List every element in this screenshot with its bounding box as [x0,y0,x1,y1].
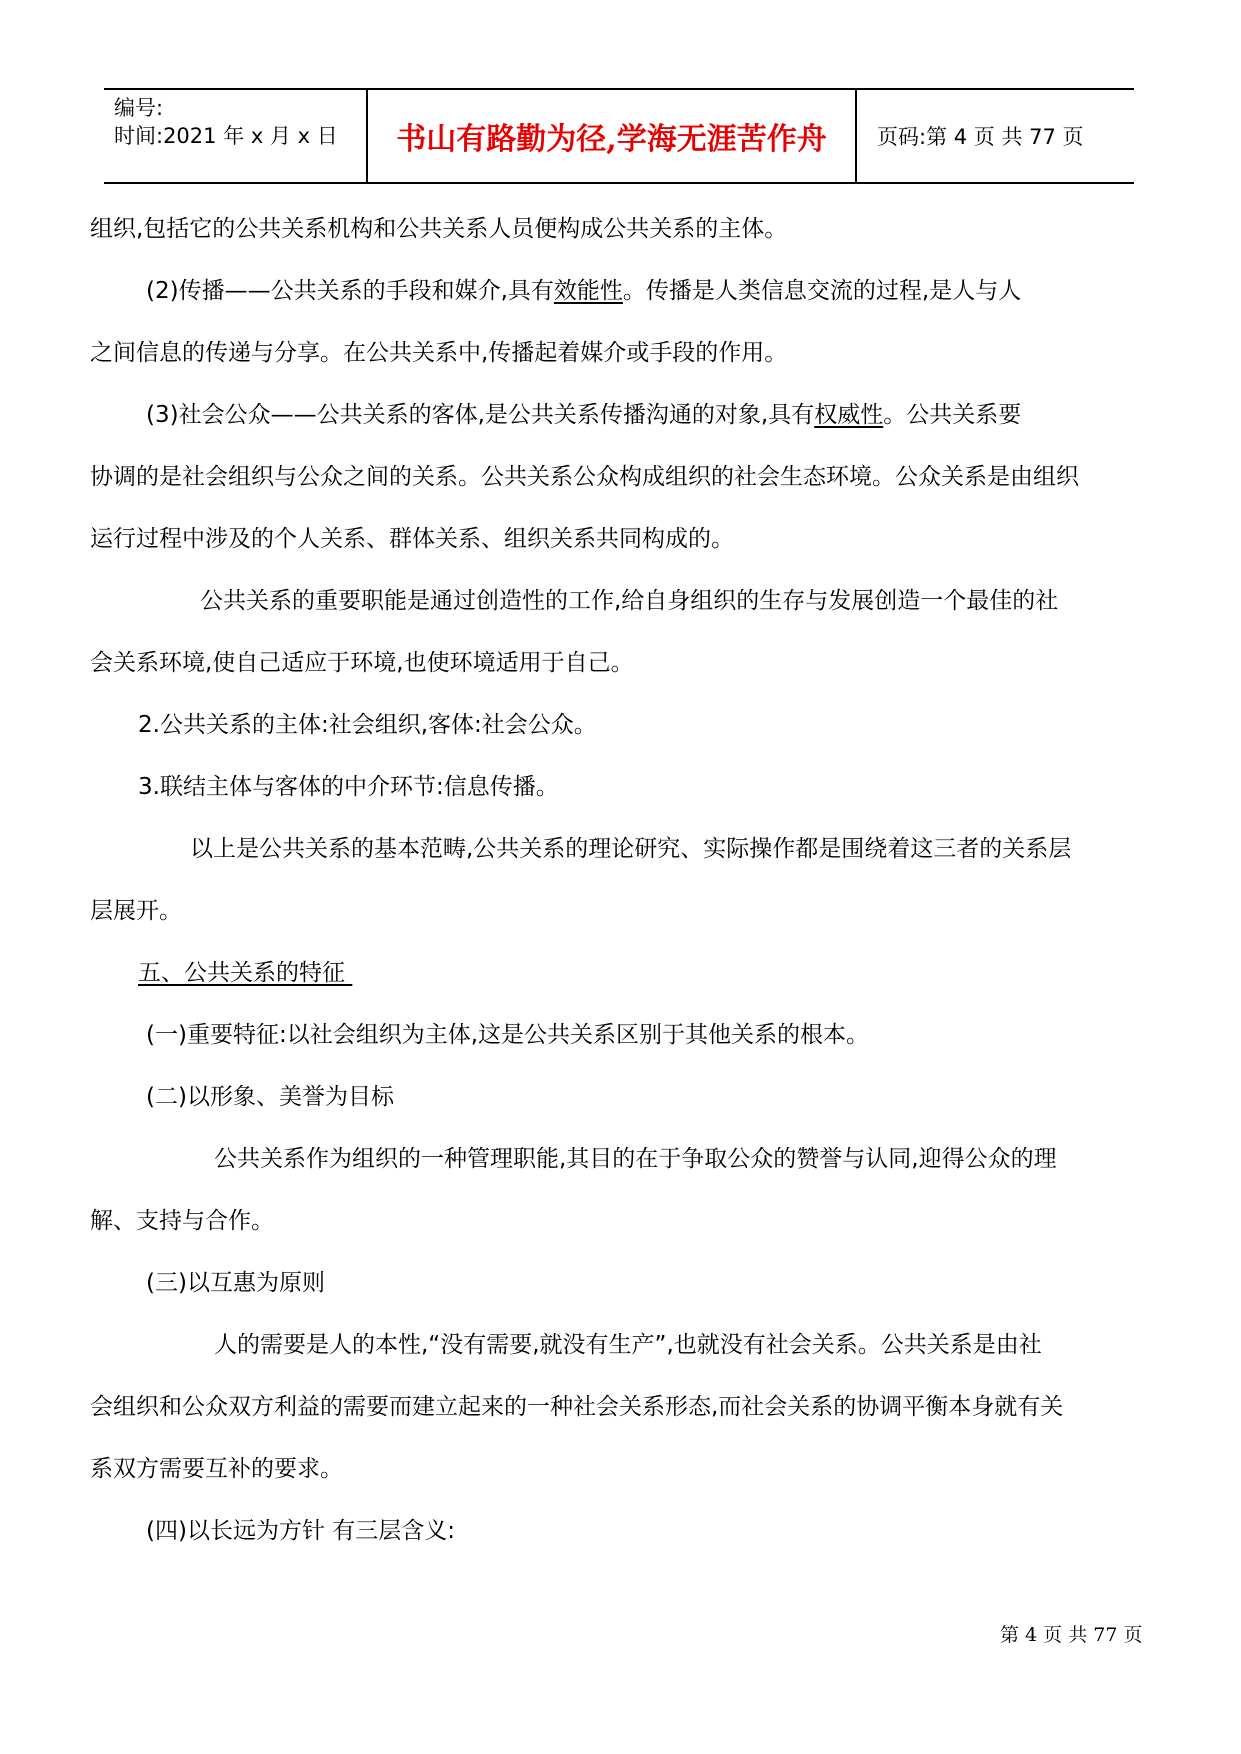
paragraph-line: 以上是公共关系的基本范畴,公共关系的理论研究、实际操作都是围绕着这三者的关系层 [190,836,1072,862]
doc-time-label: 时间:2021 年 x 月 x 日 [114,124,338,148]
paragraph-line: 人的需要是人的本性,“没有需要,就没有生产”,也就没有社会关系。公共关系是由社 [214,1332,1042,1358]
paragraph-line: 公共关系的重要职能是通过创造性的工作,给自身组织的生存与发展创造一个最佳的社 [200,588,1059,614]
paragraph-line: 2.公共关系的主体:社会组织,客体:社会公众。 [138,712,597,738]
page-header [104,88,1134,184]
header-motto: 书山有路勤为径,学海无涯苦作舟 [396,122,827,157]
paragraph-line: 解、支持与合作。 [90,1208,274,1234]
paragraph-line: 协调的是社会组织与公众之间的关系。公共关系公众构成组织的社会生态环境。公众关系是由组织 [90,464,1079,490]
paragraph-line: 系双方需要互补的要求。 [90,1456,343,1482]
paragraph-line: 运行过程中涉及的个人关系、群体关系、组织关系共同构成的。 [90,526,734,552]
paragraph-line: 公共关系作为组织的一种管理职能,其目的在于争取公众的赞誉与认同,迎得公众的理 [214,1146,1057,1172]
text-run: 。公共关系要 [883,402,1022,428]
paragraph-line: 组织,包括它的公共关系机构和公共关系人员便构成公共关系的主体。 [90,216,788,242]
paragraph-line: 之间信息的传递与分享。在公共关系中,传播起着媒介或手段的作用。 [90,340,788,366]
paragraph-line [146,400,1021,430]
paragraph-line: (四)以长远为方针 有三层含义: [146,1518,456,1544]
header-meta [114,94,338,150]
paragraph-line [146,276,1021,306]
paragraph-line: 层展开。 [90,898,182,924]
paragraph-line: 会关系环境,使自己适应于环境,也使环境适用于自己。 [90,650,634,676]
doc-number-label: 编号: [114,96,164,120]
paragraph-line: 会组织和公众双方利益的需要而建立起来的一种社会关系形态,而社会关系的协调平衡本身就有关 [90,1394,1064,1420]
underlined-term: 效能性 [553,278,623,304]
paragraph-line: 3.联结主体与客体的中介环节:信息传播。 [138,774,559,800]
page-footer: 第 4 页 共 77 页 [1000,1624,1143,1646]
text-run: (2)传播——公共关系的手段和媒介,具有 [146,278,554,304]
text-run: 。传播是人类信息交流的过程,是人与人 [622,278,1022,304]
section-heading: 五、公共关系的特征 [138,960,353,986]
paragraph-line: (二)以形象、美誉为目标 [146,1084,394,1110]
text-run: (3)社会公众——公共关系的客体,是公共关系传播沟通的对象,具有 [146,402,815,428]
paragraph-line: (一)重要特征:以社会组织为主体,这是公共关系区别于其他关系的根本。 [146,1022,870,1048]
underlined-term: 权威性 [814,402,884,428]
header-page-number: 页码:第 4 页 共 77 页 [877,125,1084,149]
paragraph-line: (三)以互惠为原则 [146,1270,325,1296]
header-divider [855,90,857,182]
